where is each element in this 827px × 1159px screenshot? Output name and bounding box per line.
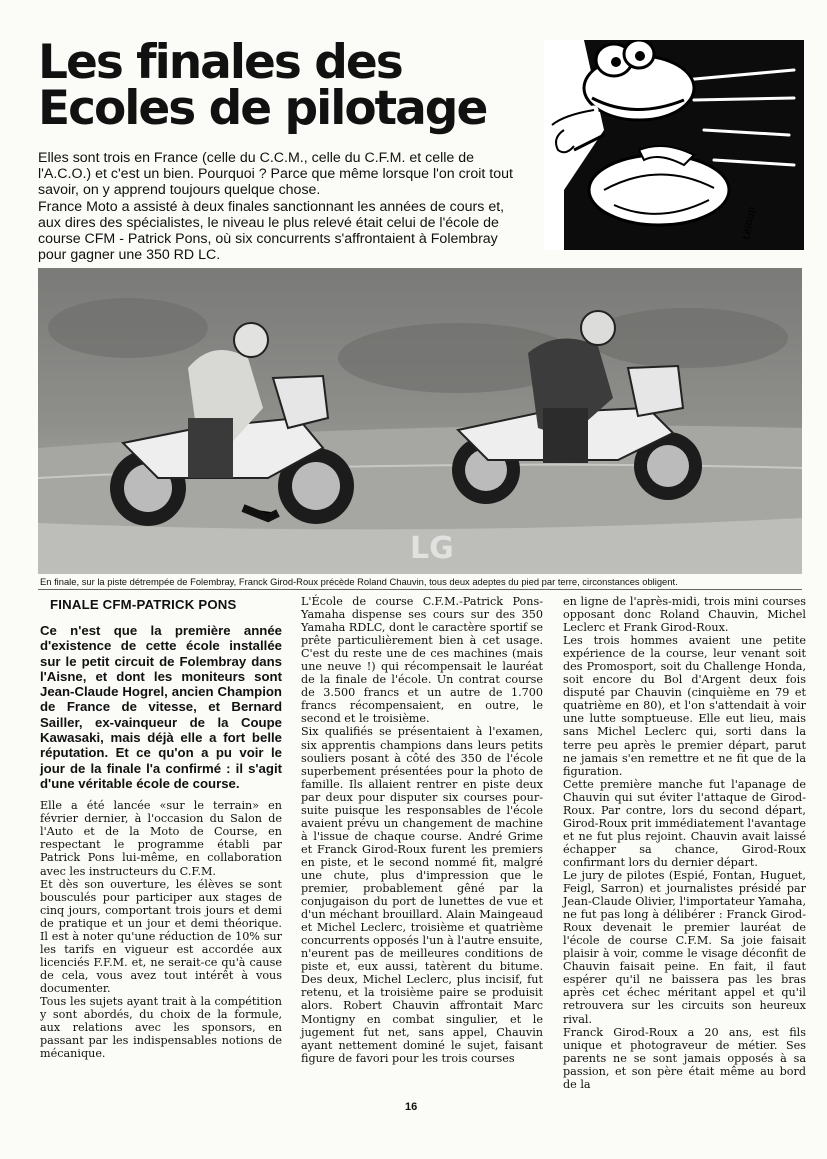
body-paragraph: L'École de course C.F.M.-Patrick Pons-Yamaha dispense ses cours sur des 350 Yamaha RDLC, dont le caractère sportif se prête particulièrement bien à cet usage. C'est du reste une de ces machines (mais une neuve !) qui récompensait le lauréat de la finale de l'école. Un contrat course de 3.500 francs et un autre de 1.700 francs récompensaient, en outre, le second et le troisième. [301,595,543,726]
intro-paragraph: Elles sont trois en France (celle du C.C.M., celle du C.F.M. et celle de l'A.C.O.) et c'est un bien. Pourquoi ? Parce que même lorsque l'on croit tout savoir, on y apprend toujours quelque chose. [38,150,513,199]
photo-caption: En finale, sur la piste détrempée de Folembray, Franck Girod-Roux précède Roland Chauvin, tous deux adeptes du pied par terre, circonstances obligent. [40,576,678,587]
body-paragraph: Six qualifiés se présentaient à l'examen, six apprentis champions dans leurs petits souliers posant à côté des 350 de l'école superbement présentées pour la photo de famille. Ils allaient rentrer en piste deux par deux pour disputer six courses pour-suite puisque les responsables de l'école avaient prévu un changement de machine à l'issue de chaque course. André Grime et Franck Girod-Roux furent les premiers en piste, et le second nommé fit, malgré une chute, plus d'impression que le premier, probablement gêné par la conjugaison du port de lunettes de vue et d'un méchant brouillard. Alain Maingeaud et Michel Leclerc, troisième et quatrième concurrents opposés l'un à l'autre ensuite, n'eurent pas de meilleures conditions de piste et, eux aussi, tatèrent du bitume. Des deux, Michel Leclerc, plus incisif, fut retenu, et la troisième paire se produisit alors. Robert Chauvin affrontait Marc Montigny en combat singulier, et le jugement fut net, sans appel, Chauvin ayant nettement dominé le sujet, faisant figure de favori pour les trois courses [301,725,543,1065]
section-title: FINALE CFM-PATRICK PONS [50,597,237,612]
body-paragraph: Tous les sujets ayant trait à la compétition y sont abordés, du choix de la formule, aux relations avec les sponsors, en passant par les indispensables notions de mécanique. [40,994,282,1061]
article-title [38,35,518,136]
column-2 [301,595,543,1065]
body-paragraph: Cette première manche fut l'apanage de Chauvin qui sut éviter l'attaque de Girod-Roux. Par contre, lors du second départ, Girod-Roux prit immédiatement l'avantage et ne fut plus rejoint. Chauvin avait laissé échapper sa chance, Girod-Roux confirmant lors du dernier départ. [563,777,806,869]
page-number: 16 [405,1101,418,1113]
title-line-1: Les finales des [38,35,402,90]
column-3 [563,595,806,1091]
cartoon-illustration [544,40,804,250]
race-photo [38,268,802,574]
body-paragraph: Franck Girod-Roux a 20 ans, est fils unique et photograveur de métier. Ses parents ne se sont jamais opposés à sa passion, et son père était même au bord de la [563,1025,806,1091]
intro-text [38,150,530,263]
title-line-2: Ecoles de pilotage [38,81,487,136]
body-paragraph: Le jury de pilotes (Espié, Fontan, Huguet, Feigl, Sarron) et journalistes présidé par Jean-Claude Olivier, l'importateur Yamaha, ne fut pas long à délibérer : Franck Girod-Roux devenait le premier lauréat de l'école de course C.F.M. Sa joie faisait plaisir à voir, comme le visage déconfit de Chauvin faisait peine. En fait, il faut espérer qu'il ne baissera pas les bras après cet échec méritant appel et qu'il retrouvera sur les circuits son heureux rival. [563,868,806,1026]
column-1 [40,595,282,1060]
cartoon-signature: Leloup [741,205,758,241]
body-paragraph: en ligne de l'après-midi, trois mini courses opposant donc Roland Chauvin, Michel Leclerc et Frank Girod-Roux. [563,595,806,635]
lead-paragraph: Ce n'est que la première année d'existence de cette école installée sur le petit circuit de Folembray dans l'Aisne, et dont les moniteurs sont Jean-Claude Hogrel, ancien Champion de France de vitesse, et Bernard Sailler, ex-vainqueur de la Coupe Kawasaki, mais déjà elle a fort belle réputation. Et ce qu'on a pu voir le jour de la finale l'a confirmé : il s'agit d'une véritable école de course. [40,623,282,791]
photo-watermark: LG [410,531,454,566]
intro-paragraph: France Moto a assisté à deux finales sanctionnant les années de cours et, aux dires des spécialistes, le niveau le plus relevé était celui de l'école de course CFM - Patrick Pons, où six concurrents s'affrontaient à Folembray pour gagner une 350 RD LC. [38,198,505,264]
body-paragraph: Les trois hommes avaient une petite expérience de la course, leur venant soit des Promosport, soit du Challenge Honda, soit encore du Bol d'Argent deux fois disputé par Chauvin (cinquième en 79 et quatrième en 80), et l'on s'attendait à voir une lutte somptueuse. Elle eut lieu, mais sans Michel Leclerc qui, sorti dans la terre peu après le premier départ, parut ne jamais s'en remettre et ne fit que de la figuration. [563,634,806,778]
body-paragraph: Elle a été lancée «sur le terrain» en février dernier, à l'occasion du Salon de l'Auto et de la Moto de Course, en respectant le programme établi par Patrick Pons lui-même, en collaboration avec les instructeurs du C.F.M. [40,799,282,878]
body-paragraph: Et dès son ouverture, les élèves se sont bousculés pour participer aux stages de cinq jours, comportant trois jours et demi de pratique et un jour et demi théorique. Il est à noter qu'une réduction de 10% sur les tarifs en vigueur est accordée aux licenciés F.F.M. et, ne serait-ce qu'à cause de cela, vous avez tout intérêt à vous documenter. [40,877,282,995]
caption-divider [38,589,802,590]
